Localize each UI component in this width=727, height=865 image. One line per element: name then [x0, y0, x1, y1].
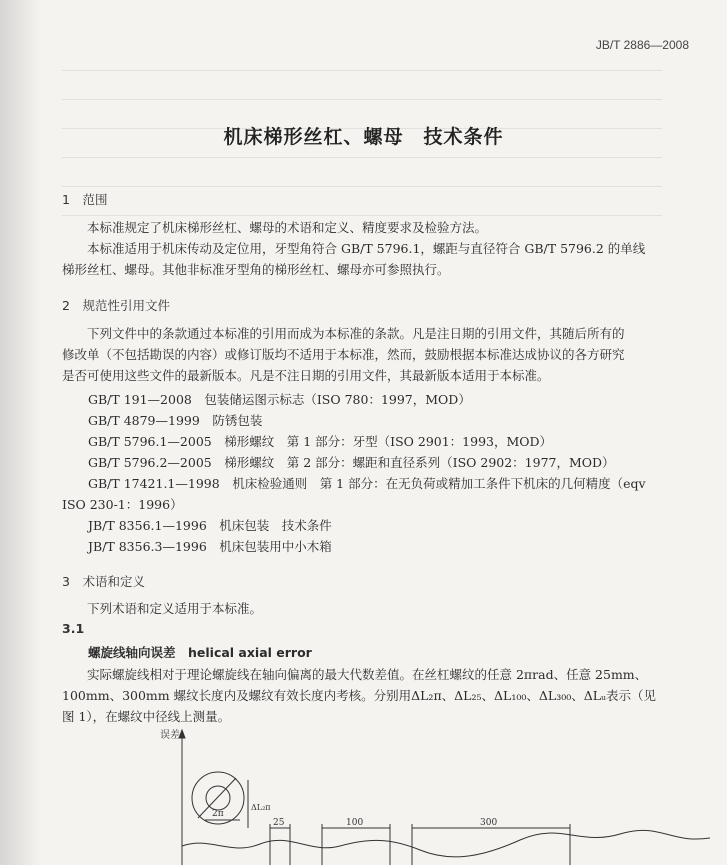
reference-item: GB/T 5796.2—2005 梯形螺纹 第 2 部分：螺距和直径系列（ISO 2902：1977，MOD） [88, 455, 615, 470]
l300-label: 300 [480, 818, 498, 828]
section-3-heading: 3 术语和定义 [62, 574, 145, 589]
definition-line-1: 实际螺旋线相对于理论螺旋线在轴向偏离的最大代数差值。在丝杠螺纹的任意 2πrad、任意 25mm、 [87, 667, 648, 682]
section-2-heading: 2 规范性引用文件 [62, 298, 170, 313]
standard-code: JB/T 2886—2008 [595, 38, 689, 52]
section-1-heading: 1 范围 [62, 192, 108, 207]
reference-item: GB/T 5796.1—2005 梯形螺纹 第 1 部分：牙型（ISO 2901：1993，MOD） [88, 434, 553, 449]
dl-label: ΔL₂π [251, 803, 271, 812]
section-2-intro-line-2: 修改单（不包括勘误的内容）或修订版均不适用于本标准，然而，鼓励根据本标准达成协议的各方研究 [62, 347, 625, 362]
definition-line-3: 图 1），在螺纹中径线上测量。 [62, 709, 231, 724]
error-curve [182, 830, 710, 857]
y-axis-label: 误差 [160, 730, 180, 741]
reference-item: GB/T 191—2008 包装储运图示标志（ISO 780：1997，MOD） [88, 392, 471, 407]
two-pi-label: 2π [212, 809, 224, 819]
figure-1-diagram [150, 728, 710, 865]
reference-item: JB/T 8356.3—1996 机床包装用中小木箱 [88, 539, 332, 554]
section-1-para-2-line-1: 本标准适用于机床传动及定位用，牙型角符合 GB/T 5796.1，螺距与直径符合 GB/T 5796.2 的单线 [87, 241, 646, 256]
reference-item: JB/T 8356.1—1996 机床包装 技术条件 [88, 518, 332, 533]
clause-3-1: 3.1 [62, 621, 85, 636]
definition-line-2: 100mm、300mm 螺纹长度内及螺纹有效长度内考核。分别用ΔL₂π、ΔL₂₅、ΔL₁₀₀、ΔL₃₀₀、ΔLᵤ表示（见 [62, 688, 657, 703]
section-1-para-2-line-2: 梯形丝杠、螺母。其他非标准牙型角的梯形丝杠、螺母亦可参照执行。 [62, 262, 450, 277]
section-1-para-1: 本标准规定了机床梯形丝杠、螺母的术语和定义、精度要求及检验方法。 [87, 220, 488, 235]
reference-item: GB/T 4879—1999 防锈包装 [88, 413, 263, 428]
l25-label: 25 [273, 818, 285, 828]
section-3-intro: 下列术语和定义适用于本标准。 [87, 601, 263, 616]
section-2-intro-line-3: 是否可使用这些文件的最新版本。凡是不注日期的引用文件，其最新版本适用于本标准。 [62, 368, 550, 383]
reference-item: ISO 230-1：1996） [62, 497, 183, 512]
reference-item: GB/T 17421.1—1998 机床检验通则 第 1 部分：在无负荷或精加工条件下机床的几何精度（eqv [88, 476, 646, 491]
l100-label: 100 [346, 818, 364, 828]
document-title: 机床梯形丝杠、螺母 技术条件 [223, 126, 504, 148]
term-heading: 螺旋线轴向误差 helical axial error [88, 645, 312, 660]
section-2-intro-line-1: 下列文件中的条款通过本标准的引用而成为本标准的条款。凡是注日期的引用文件，其随后所有的 [87, 326, 625, 341]
